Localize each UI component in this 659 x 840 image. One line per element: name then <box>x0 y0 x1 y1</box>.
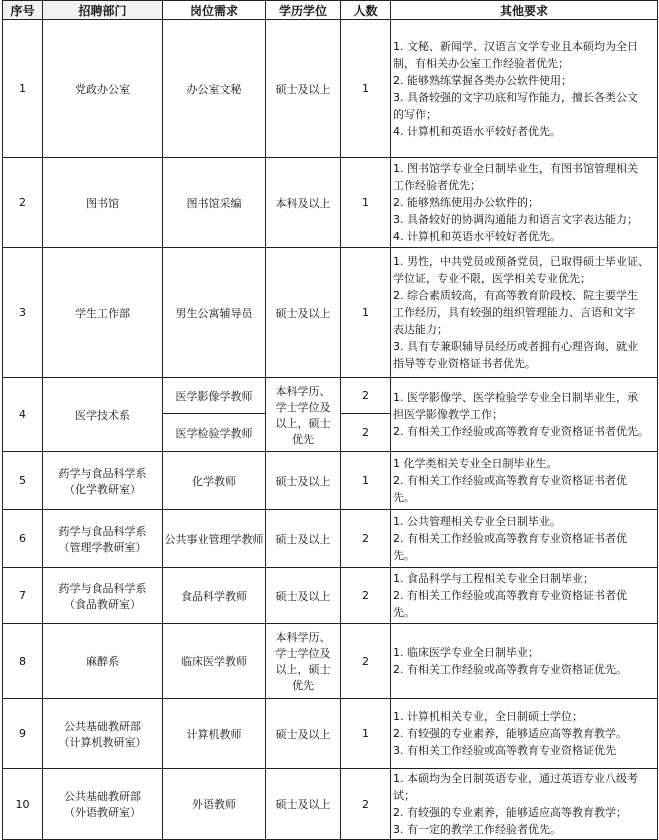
row-position: 计算机教师 <box>163 699 266 769</box>
row-count: 2 <box>341 568 391 624</box>
row-count: 1 <box>341 248 391 378</box>
requirement-line: 1. 男性，中共党员或预备党员，已取得硕士毕业证、 <box>393 255 649 268</box>
row-department <box>43 769 163 840</box>
requirement-line: 2. 有较强的专业素养，能够适应高等教育教学。 <box>393 727 627 740</box>
recruitment-table <box>2 0 658 840</box>
row-requirements <box>391 378 658 452</box>
row-count: 1 <box>341 158 391 248</box>
row-department <box>43 699 163 769</box>
row-requirements <box>391 248 658 378</box>
row-position: 医学检验学教师 <box>163 414 266 452</box>
requirement-line: 试； <box>393 789 415 802</box>
department-line: 学生工作部 <box>75 306 130 320</box>
education-line: 学士学位及 <box>275 400 331 414</box>
requirement-line: 制，有相关办公室工作经验者优先； <box>393 56 569 70</box>
requirement-line: 1 化学类相关专业全日制毕业生。 <box>393 457 558 470</box>
education-line: 硕士及以上 <box>275 474 331 488</box>
row-position: 临床医学教师 <box>163 624 266 699</box>
requirement-line: 学位证，专业不限，医学相关专业优先； <box>393 272 591 285</box>
department-line: 公共基础教研部 <box>64 719 141 733</box>
requirement-line: 3. 有一定的教学工作经验者优先。 <box>393 823 561 836</box>
row-count: 2 <box>341 624 391 699</box>
requirement-line: 1. 临床医学专业全日制毕业； <box>393 646 539 659</box>
education-line: 以上，硕士 <box>275 663 331 676</box>
table-row <box>3 510 658 568</box>
row-requirements <box>391 568 658 624</box>
table-row <box>3 378 658 414</box>
department-line: 药学与食品科学系 <box>58 524 147 538</box>
row-department <box>43 378 163 452</box>
education-line: 以上，硕士 <box>275 416 331 430</box>
row-requirements <box>391 769 658 840</box>
row-requirements <box>391 158 658 248</box>
row-department <box>43 452 163 510</box>
row-count: 2 <box>341 510 391 568</box>
department-line: （计算机教研室） <box>58 735 147 749</box>
row-count: 2 <box>341 378 391 414</box>
department-line: 公共基础教研部 <box>64 790 141 803</box>
row-requirements <box>391 624 658 699</box>
requirement-line: 1. 计算机相关专业，全日制硕士学位； <box>393 710 583 723</box>
row-index: 1 <box>3 20 43 158</box>
row-index: 7 <box>3 568 43 624</box>
row-education <box>266 568 341 624</box>
row-department <box>43 510 163 568</box>
requirement-line: 指导等专业资格证书者优先。 <box>393 357 536 370</box>
requirement-line: 2. 有较强的专业素养，能够适应高等教育教学； <box>393 806 627 819</box>
row-index: 4 <box>3 378 43 452</box>
row-position: 食品科学教师 <box>163 568 266 624</box>
row-index: 5 <box>3 452 43 510</box>
requirement-line: 1. 本硕均为全日制英语专业，通过英语专业八级考 <box>393 772 638 785</box>
row-education <box>266 248 341 378</box>
education-line: 硕士及以上 <box>275 306 331 320</box>
department-line: （化学教研室） <box>64 482 141 496</box>
requirement-line: 工作经历，具有较强的组织管理能力、言语和文字 <box>393 306 635 319</box>
row-count: 2 <box>341 769 391 840</box>
requirement-line: 担医学影像教学工作； <box>393 408 503 421</box>
row-department <box>43 568 163 624</box>
header-index: 序号 <box>3 1 43 20</box>
requirement-line: 先。 <box>393 606 415 619</box>
row-education <box>266 452 341 510</box>
header-count: 人数 <box>341 1 391 20</box>
department-line: 麻醉系 <box>86 655 119 668</box>
department-line: （食品教研室） <box>64 597 141 611</box>
education-line: 硕士及以上 <box>275 532 331 546</box>
requirement-line: 表达能力； <box>393 323 448 336</box>
table-row <box>3 20 658 158</box>
education-line: 硕士及以上 <box>275 727 331 741</box>
education-line: 硕士及以上 <box>275 589 331 603</box>
requirement-line: 3. 有相关工作经验或高等教育专业资格证优先 <box>393 744 616 757</box>
education-line: 优先 <box>292 679 314 692</box>
education-line: 本科及以上 <box>275 196 331 210</box>
row-index: 6 <box>3 510 43 568</box>
department-line: 药学与食品科学系 <box>58 581 147 595</box>
row-position: 医学影像学教师 <box>163 378 266 414</box>
row-position: 外语教师 <box>163 769 266 840</box>
row-requirements <box>391 452 658 510</box>
education-line: 本科学历、 <box>275 631 331 644</box>
row-index: 3 <box>3 248 43 378</box>
header-position: 岗位需求 <box>163 1 266 20</box>
education-line: 硕士及以上 <box>275 798 331 811</box>
requirement-line: 1. 公共管理相关专业全日制毕业。 <box>393 515 561 528</box>
row-education <box>266 20 341 158</box>
row-count: 1 <box>341 699 391 769</box>
requirement-line: 2. 有相关工作经验或高等教育专业资格证优先。 <box>393 663 627 676</box>
department-line: 图书馆 <box>86 196 119 210</box>
row-index: 8 <box>3 624 43 699</box>
row-department <box>43 158 163 248</box>
row-education <box>266 624 341 699</box>
requirement-line: 先。 <box>393 549 415 562</box>
department-line: （管理学教研室） <box>58 540 147 554</box>
header-education: 学历学位 <box>266 1 341 20</box>
row-position: 男生公寓辅导员 <box>163 248 266 378</box>
row-education <box>266 769 341 840</box>
row-department <box>43 20 163 158</box>
department-line: （外语教研室） <box>64 806 141 819</box>
requirement-line: 的写作； <box>393 107 437 121</box>
requirement-line: 2. 综合素质较高，有高等教育阶段校、院主要学生 <box>393 289 638 302</box>
row-department <box>43 248 163 378</box>
requirement-line: 1. 文秘、新闻学、汉语言文学专业且本硕均为全日 <box>393 39 638 53</box>
header-department: 招聘部门 <box>43 1 163 20</box>
education-line: 优先 <box>292 432 314 446</box>
requirement-line: 先。 <box>393 491 415 504</box>
row-count: 2 <box>341 414 391 452</box>
requirement-line: 4. 计算机和英语水平较好者优先。 <box>393 124 561 138</box>
requirement-line: 2. 有相关工作经验或高等教育专业资格证书者优 <box>393 532 627 545</box>
table-row <box>3 248 658 378</box>
education-line: 学士学位及 <box>275 647 331 660</box>
row-index: 9 <box>3 699 43 769</box>
row-education <box>266 510 341 568</box>
table-row <box>3 699 658 769</box>
requirement-line: 2. 能够熟练掌握各类办公软件使用； <box>393 73 572 87</box>
table-row <box>3 452 658 510</box>
row-education <box>266 699 341 769</box>
requirement-line: 2. 有相关工作经验或高等教育专业资格证书者优先。 <box>393 425 649 438</box>
requirement-line: 1. 图书馆学专业全日制毕业生，有图书馆管理相关 <box>393 162 638 175</box>
row-education <box>266 378 341 452</box>
row-position: 公共事业管理学教师 <box>163 510 266 568</box>
requirement-line: 3. 具备较强的文字功底和写作能力，擅长各类公文 <box>393 90 638 104</box>
row-requirements <box>391 20 658 158</box>
row-position: 办公室文秘 <box>163 20 266 158</box>
row-position: 图书馆采编 <box>163 158 266 248</box>
requirement-line: 3. 具有专兼职辅导员经历或者拥有心理咨询、就业 <box>393 340 638 353</box>
row-requirements <box>391 699 658 769</box>
row-index: 2 <box>3 158 43 248</box>
education-line: 硕士及以上 <box>275 82 331 96</box>
requirement-line: 3. 具备较好的协调沟通能力和语言文字表达能力； <box>393 213 638 226</box>
row-education <box>266 158 341 248</box>
education-line: 本科学历、 <box>275 384 331 398</box>
header-row <box>3 1 658 20</box>
requirement-line: 2. 能够熟练使用办公软件的； <box>393 196 539 209</box>
row-index: 10 <box>3 769 43 840</box>
requirement-line: 1. 医学影像学、医学检验学专业全日制毕业生，承 <box>393 391 638 404</box>
row-position: 化学教师 <box>163 452 266 510</box>
department-line: 党政办公室 <box>75 82 130 96</box>
requirement-line: 2. 有相关工作经验或高等教育专业资格证书者优 <box>393 589 627 602</box>
row-requirements <box>391 510 658 568</box>
requirement-line: 2. 有相关工作经验或高等教育专业资格证书者优 <box>393 474 627 487</box>
table-row <box>3 568 658 624</box>
department-line: 药学与食品科学系 <box>58 466 147 480</box>
department-line: 医学技术系 <box>75 408 130 422</box>
row-department <box>43 624 163 699</box>
row-count: 1 <box>341 20 391 158</box>
header-requirements: 其他要求 <box>391 1 658 20</box>
table-row <box>3 769 658 840</box>
row-count: 1 <box>341 452 391 510</box>
requirement-line: 工作经验者优先； <box>393 179 481 192</box>
table-row <box>3 158 658 248</box>
requirement-line: 4. 计算机和英语水平较好者优先。 <box>393 230 561 243</box>
requirement-line: 1. 食品科学与工程相关专业全日制毕业； <box>393 572 594 585</box>
table-row <box>3 624 658 699</box>
